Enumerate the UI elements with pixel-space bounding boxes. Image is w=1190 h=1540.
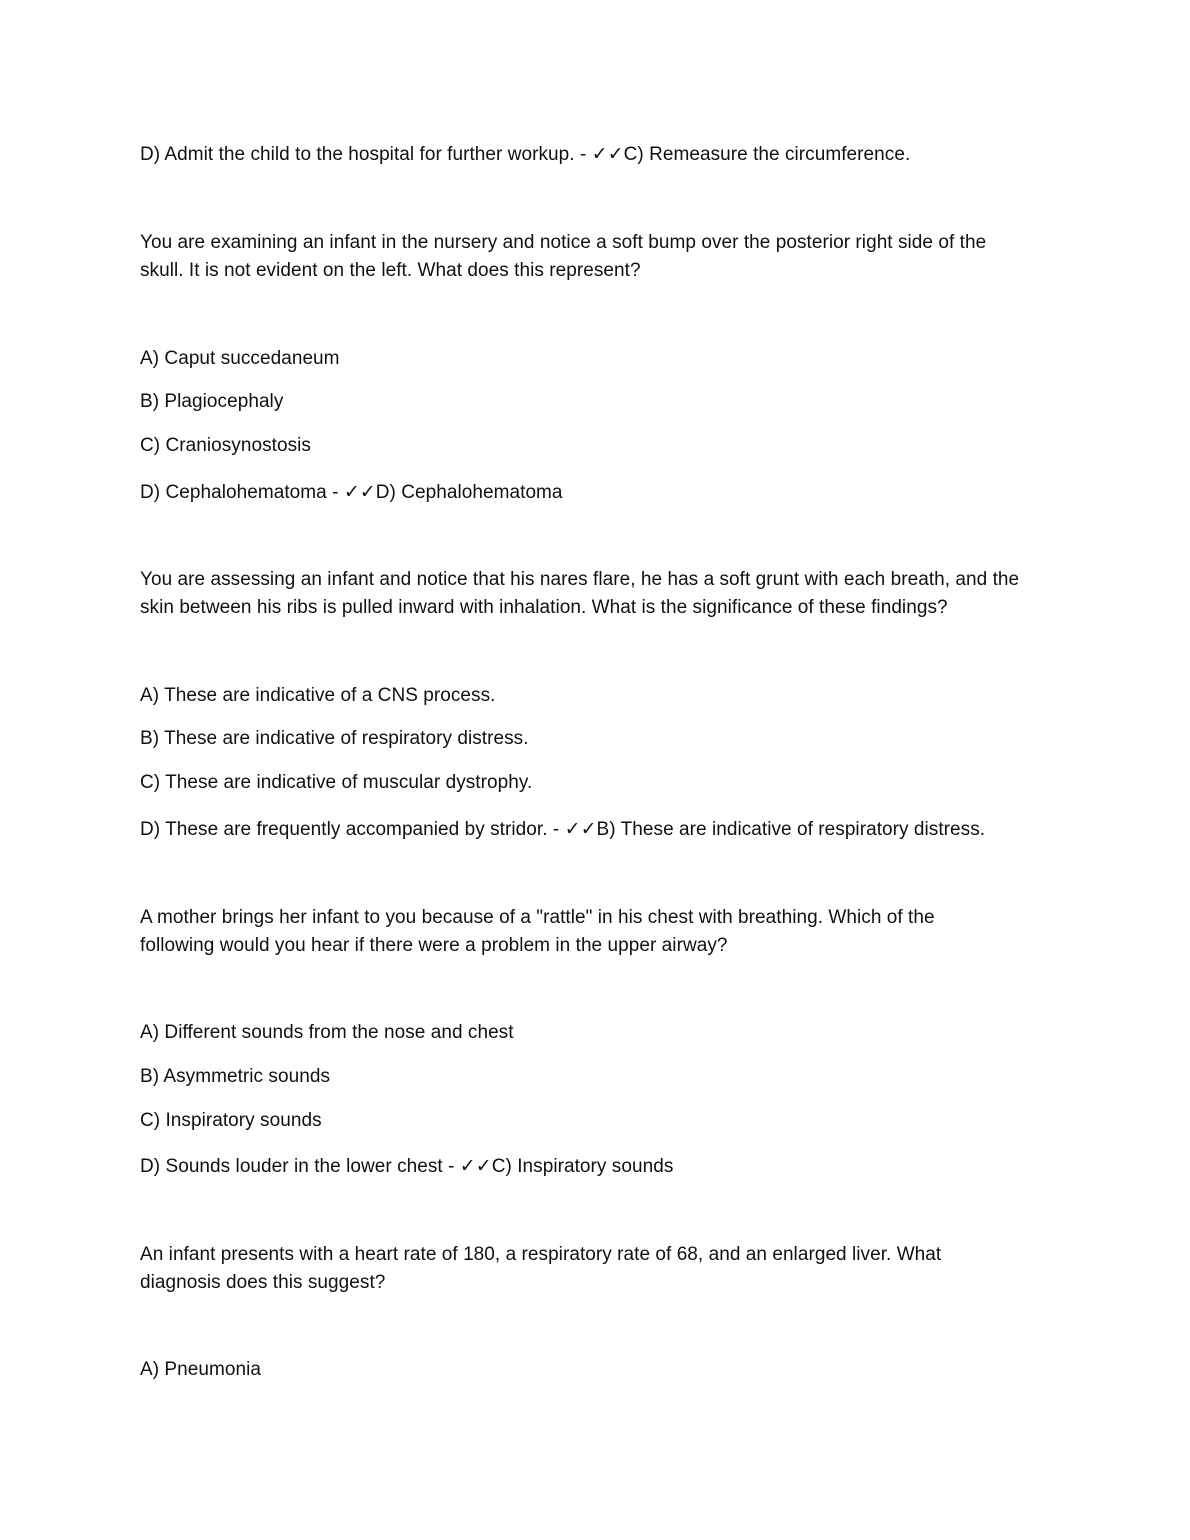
option-b: B) Plagiocephaly: [140, 391, 284, 412]
answer-line: [140, 141, 910, 169]
question-stem-line: An infant presents with a heart rate of 180, a respiratory rate of 68, and an enlarged liver. What: [140, 1244, 942, 1265]
question-stem-line: skull. It is not evident on the left. What does this represent?: [140, 260, 641, 281]
option-a: A) These are indicative of a CNS process.: [140, 685, 496, 706]
correct-answer: B) These are indicative of respiratory distress.: [596, 819, 986, 840]
correct-answer: C) Inspiratory sounds: [491, 1156, 674, 1177]
question-stem-line: A mother brings her infant to you because of a "rattle" in his chest with breathing. Which of the: [140, 907, 935, 928]
question-stem-line: diagnosis does this suggest?: [140, 1272, 386, 1293]
correct-answer: D) Cephalohematoma: [375, 482, 563, 503]
double-check-icon: ✓✓: [564, 819, 597, 840]
double-check-icon: ✓✓: [459, 1156, 492, 1177]
correct-answer: C) Remeasure the circumference.: [623, 144, 911, 165]
option-b: B) These are indicative of respiratory distress.: [140, 728, 529, 749]
option-c: C) Inspiratory sounds: [140, 1110, 322, 1131]
double-check-icon: ✓✓: [591, 144, 624, 165]
option-text: D) Sounds louder in the lower chest: [140, 1156, 443, 1177]
answer-separator: -: [547, 819, 565, 840]
answer-line: [140, 1153, 673, 1181]
option-a: A) Pneumonia: [140, 1359, 262, 1380]
option-c: C) These are indicative of muscular dystrophy.: [140, 772, 533, 793]
question-stem-line: skin between his ribs is pulled inward with inhalation. What is the significance of these findings?: [140, 597, 948, 618]
question-stem-line: You are examining an infant in the nursery and notice a soft bump over the posterior right side of the: [140, 232, 987, 253]
option-text: D) Cephalohematoma: [140, 482, 327, 503]
answer-line: [140, 816, 985, 844]
question-stem-line: You are assessing an infant and notice that his nares flare, he has a soft grunt with each breath, and the: [140, 569, 1020, 590]
option-text: D) These are frequently accompanied by stridor.: [140, 819, 548, 840]
option-a: A) Caput succedaneum: [140, 348, 340, 369]
answer-separator: -: [326, 482, 344, 503]
option-text: D) Admit the child to the hospital for further workup.: [140, 144, 575, 165]
question-stem-line: following would you hear if there were a problem in the upper airway?: [140, 935, 728, 956]
answer-line: [140, 479, 563, 507]
answer-separator: -: [442, 1156, 460, 1177]
option-b: B) Asymmetric sounds: [140, 1066, 330, 1087]
option-a: A) Different sounds from the nose and chest: [140, 1022, 514, 1043]
answer-separator: -: [574, 144, 592, 165]
double-check-icon: ✓✓: [343, 482, 376, 503]
option-c: C) Craniosynostosis: [140, 435, 311, 456]
